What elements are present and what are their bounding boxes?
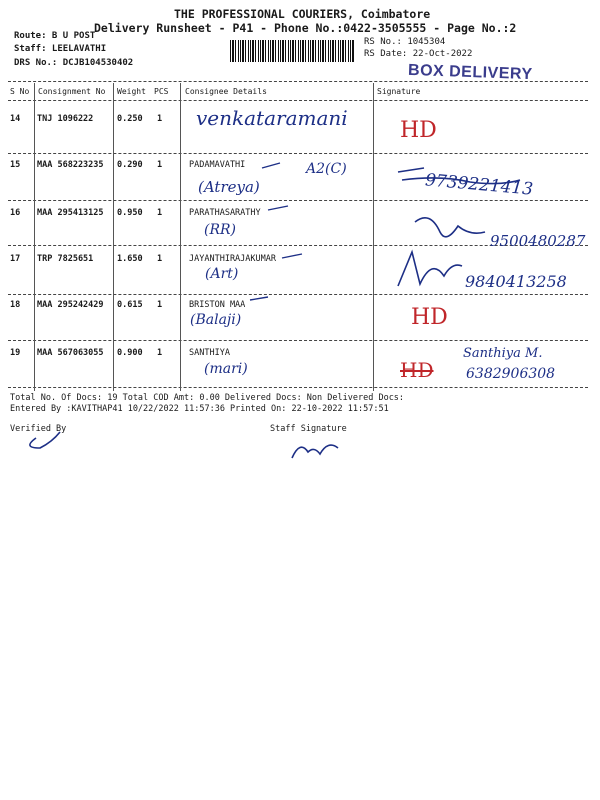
row-weight: 0.290 [117, 160, 143, 170]
totals-line: Total No. Of Docs: 19 Total COD Amt: 0.00 Delivered Docs: Non Delivered Docs: [10, 393, 405, 403]
drs-label: DRS No.: DCJB104530402 [14, 58, 134, 68]
handwritten-name: venkataramani [196, 106, 348, 130]
row-pcs: 1 [157, 114, 163, 124]
row-sno: 19 [10, 348, 21, 358]
handwritten-note: A2(C) [306, 161, 347, 177]
signature-scribble [415, 218, 485, 237]
box-delivery-stamp: BOX DELIVERY [407, 61, 533, 84]
staff-signature [292, 445, 338, 458]
column-header-pcs: PCS [154, 87, 169, 96]
row-consignment: MAA 295242429 [37, 300, 104, 310]
dash-mark [250, 163, 302, 300]
row-pcs: 1 [157, 348, 163, 358]
handwritten-name: (Art) [205, 266, 239, 282]
row-pcs: 1 [157, 160, 163, 170]
row-consignment: TNJ 1096222 [37, 114, 94, 124]
row-sno: 18 [10, 300, 21, 310]
signature-phone: 6382906308 [466, 366, 556, 382]
column-header-consignee: Consignee Details [185, 87, 267, 96]
column-header-weight: Weight [117, 87, 146, 96]
row-consignment: TRP 7825651 [37, 254, 94, 264]
signature-phone: 9739221413 [424, 170, 534, 200]
row-sno: 15 [10, 160, 21, 170]
row-sno: 17 [10, 254, 21, 264]
handwritten-name: (mari) [204, 361, 248, 377]
signature-hd: HD [400, 358, 434, 382]
row-consignee: PADAMAVATHI [189, 160, 246, 170]
verified-by-label: Verified By [10, 424, 67, 434]
column-header-sno: S No [10, 87, 30, 96]
row-weight: 0.950 [117, 208, 143, 218]
row-consignee: SANTHIYA [189, 348, 230, 358]
row-consignment: MAA 295413125 [37, 208, 104, 218]
row-sno: 14 [10, 114, 21, 124]
company-title: THE PROFESSIONAL COURIERS, Coimbatore [174, 7, 431, 21]
row-pcs: 1 [157, 254, 163, 264]
staff-signature-label: Staff Signature [270, 424, 347, 434]
handwritten-name: (RR) [204, 222, 237, 238]
signature-hd: HD [411, 305, 448, 330]
row-pcs: 1 [157, 208, 163, 218]
row-sno: 16 [10, 208, 21, 218]
row-weight: 0.615 [117, 300, 143, 310]
signature-phone: 9500480287 [490, 232, 586, 250]
runsheet-title: Delivery Runsheet - P41 - Phone No.:0422-3505555 - Page No.:2 [94, 21, 517, 35]
row-weight: 0.900 [117, 348, 143, 358]
row-weight: 0.250 [117, 114, 143, 124]
rs-number: RS No.: 1045304 [364, 37, 446, 47]
signature-phone: 9840413258 [465, 272, 567, 291]
row-consignment: MAA 567063055 [37, 348, 104, 358]
row-consignment: MAA 568223235 [37, 160, 104, 170]
signature-scribble [398, 168, 520, 184]
row-consignee: BRISTON MAA [189, 300, 246, 310]
handwritten-name: (Balaji) [190, 312, 242, 328]
row-pcs: 1 [157, 300, 163, 310]
signature-hd: HD [400, 118, 437, 143]
verified-signature [30, 432, 60, 448]
signature-scribble [398, 252, 462, 286]
handwritten-name: (Atreya) [198, 178, 260, 196]
staff-label: Staff: LEELAVATHI [14, 44, 107, 54]
row-consignee: PARATHASARATHY [189, 208, 261, 218]
column-header-signature: Signature [377, 87, 421, 96]
entered-by-line: Entered By :KAVITHAP41 10/22/2022 11:57:36 Printed On: 22-10-2022 11:57:51 [10, 404, 389, 414]
signature-name: Santhiya M. [463, 346, 543, 361]
column-header-consignment: Consignment No [38, 87, 106, 96]
route-label: Route: B U POST [14, 31, 96, 41]
row-consignee: JAYANTHIRAJAKUMAR [189, 254, 276, 264]
row-weight: 1.650 [117, 254, 143, 264]
rs-date: RS Date: 22-Oct-2022 [364, 49, 473, 59]
